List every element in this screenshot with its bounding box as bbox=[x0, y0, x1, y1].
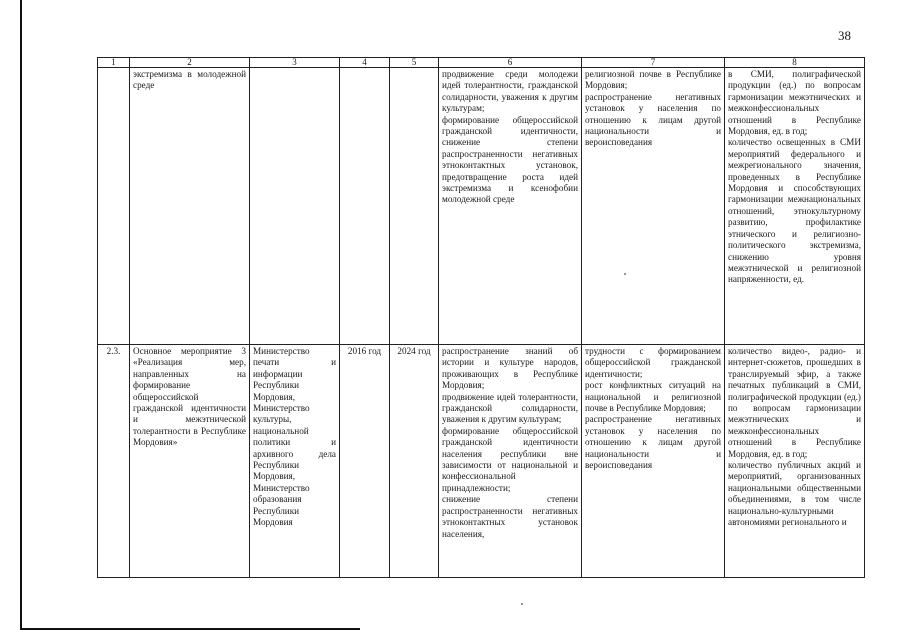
related-indicators: в СМИ, полиграфической продукции (ед.) по вопросам гармонизации межэтнических и межконфессиональных отношений в Республике Мордовия, ед. в год; количество освещенных в СМИ мероприятий федерального и межрегионального значения, проведенных в Республике Мордовия и способствующих гармонизации межнациональных отношений, этнокультурному развитию, профилактике этнического и религиозно-политического экстремизма, снижению уровня межэтнической и религиозной напряженности, ед. bbox=[725, 68, 865, 345]
row-number: 2.3. bbox=[98, 345, 130, 578]
program-table bbox=[97, 57, 865, 578]
start-year bbox=[340, 68, 390, 345]
expected-result: продвижение среди молодежи идей толерантности, гражданской солидарности, уважения к другим культурам; формирование общероссийской гражданской идентичности, снижение степени распространенности негативных этноконтактных установок, предотвращение роста идей экстремизма и ксенофобии молодежной среде bbox=[439, 68, 582, 345]
activity-name: экстремизма в молодежной среде bbox=[130, 68, 250, 345]
header-cell: 2 bbox=[130, 58, 250, 68]
row-number bbox=[98, 68, 130, 345]
scan-speck bbox=[521, 603, 523, 605]
table-row bbox=[98, 345, 865, 578]
end-year bbox=[390, 68, 439, 345]
executor: Министерство печати и информации Республики Мордовия, Министерство культуры, национальной политики и архивного дела Республики Мордовия, Министерство образования Республики Мордовия bbox=[250, 345, 340, 578]
header-cell: 4 bbox=[340, 58, 390, 68]
scan-border-bottom bbox=[20, 628, 360, 630]
header-cell: 5 bbox=[390, 58, 439, 68]
header-cell: 7 bbox=[582, 58, 725, 68]
start-year: 2016 год bbox=[340, 345, 390, 578]
table-row bbox=[98, 68, 865, 345]
end-year: 2024 год bbox=[390, 345, 439, 578]
header-cell: 8 bbox=[725, 58, 865, 68]
header-cell: 3 bbox=[250, 58, 340, 68]
header-cell: 1 bbox=[98, 58, 130, 68]
non-implementation-consequences: трудности с формированием общероссийской гражданской идентичности; рост конфликтных ситуаций на национальной и религиозной почве в Республике Мордовия; распространение негативных установок у населения по отношению к лицам другой национальности и вероисповедания bbox=[582, 345, 725, 578]
header-row bbox=[98, 58, 865, 68]
executor bbox=[250, 68, 340, 345]
expected-result: распространение знаний об истории и культуре народов, проживающих в Республике Мордовия; продвижение идей толерантности, гражданской солидарности, уважения к другим культурам; формирование общероссийской гражданской идентичности населения республики вне зависимости от национальной и конфессиональной принадлежности; снижение степени распространенности негативных этноконтактных установок населения, bbox=[439, 345, 582, 578]
non-implementation-consequences: религиозной почве в Республике Мордовия; распространение негативных установок у населения по отношению к лицам другой национальности и вероисповедания bbox=[582, 68, 725, 345]
scan-border-left bbox=[20, 0, 22, 630]
scan-speck bbox=[624, 273, 626, 275]
activity-name: Основное мероприятие 3 «Реализация мер, направленных на формирование общероссийской гражданской идентичности и межэтнической толерантности в Республике Мордовия» bbox=[130, 345, 250, 578]
page-number: 38 bbox=[838, 28, 851, 43]
related-indicators: количество видео-, радио- и интернет-сюжетов, прошедших в транслируемый эфир, а также печатных публикаций в СМИ, полиграфической продукции (ед.) по вопросам гармонизации межэтнических и межконфессиональных отношений в Республике Мордовия, ед. в год; количество публичных акций и мероприятий, организованных национальными общественными объединениями, в том числе национально-культурными автономиями регионального и bbox=[725, 345, 865, 578]
header-cell: 6 bbox=[439, 58, 582, 68]
